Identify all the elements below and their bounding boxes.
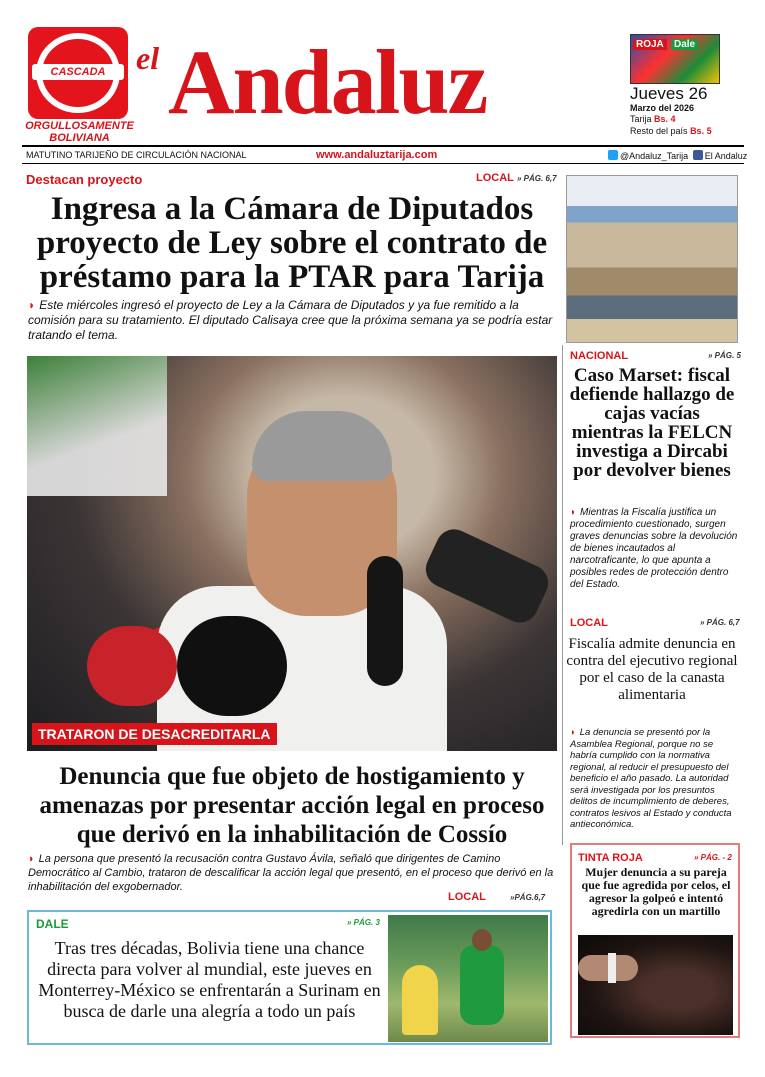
logo-text: CASCADA	[32, 64, 124, 80]
bullet-icon: ◗	[570, 727, 576, 738]
main-story-headline[interactable]: Denuncia que fue objeto de hostigamiento y amenazas por presentar acción legal en proceso que derivó en la inhabilitación de Cossío	[39, 763, 545, 848]
nacional-headline[interactable]: Caso Marset: fiscal defiende hallazgo de cajas vacías mientras la FELCN investiga a Dircabi por devolver bienes	[569, 365, 735, 481]
top-story-headline[interactable]: Ingresa a la Cámara de Diputados proyecto de Ley sobre el contrato de préstamo para la PTAR para Tarija	[36, 191, 548, 295]
circulation-line: MATUTINO TARIJEÑO DE CIRCULACIÓN NACIONAL	[26, 150, 247, 160]
brand-name: Andaluz	[168, 31, 487, 133]
local-section: LOCAL	[570, 617, 608, 629]
brand-prefix: el	[136, 40, 160, 76]
social-links	[608, 150, 747, 161]
local-page-ref: » PÁG. 6,7	[700, 618, 740, 627]
dale-kicker: DALE	[36, 917, 69, 931]
column-divider	[562, 345, 563, 845]
price-rest-value: Bs. 5	[690, 126, 712, 136]
logo-tagline: ORGULLOSAMENTE BOLIVIANA	[25, 120, 134, 144]
dale-headline[interactable]: Tras tres décadas, Bolivia tiene una chance directa para volver al mundial, este jueves en Monterrey-México se enfrentarán a Surinam en busca de darle una alegría a todo un país	[38, 938, 381, 1021]
bullet-icon: ◗	[28, 298, 36, 312]
price-local-value: Bs. 4	[654, 114, 676, 124]
tinta-roja-headline[interactable]: Mujer denuncia a su pareja que fue agredida por celos, el agresor la golpeó e intentó agredirla con un martillo	[581, 865, 731, 918]
top-story-deck	[28, 298, 558, 343]
bullet-icon: ◗	[28, 853, 35, 865]
football-player-photo	[388, 915, 548, 1042]
top-story-kicker: Destacan proyecto	[26, 172, 143, 187]
facebook-handle[interactable]: El Andaluz	[704, 151, 748, 161]
cascada-logo	[28, 27, 128, 119]
price-rest-label: Resto del país	[630, 126, 688, 136]
nacional-deck-text: Mientras la Fiscalía justifica un procedimiento cuestionado, surgen graves denuncias sobre la devolución de bienes incautados al narcotraficante, lo que apunta a posibles redes de protección dentro del Estado.	[570, 507, 738, 590]
issue-month: Marzo del 2026	[630, 103, 695, 113]
website-link[interactable]: www.andaluztarija.com	[316, 149, 438, 161]
ptar-plant-photo	[566, 175, 738, 343]
nacional-page-ref: » PÁG. 5	[708, 351, 741, 360]
main-story-deck	[28, 852, 558, 894]
main-story-page-ref: »PÁG.6,7	[510, 893, 546, 902]
dale-page-ref: » PÁG. 3	[347, 918, 380, 927]
local-deck	[570, 727, 740, 831]
top-story-page-ref: » PÁG. 6,7	[517, 174, 557, 183]
twitter-icon	[608, 150, 618, 160]
price-local	[630, 114, 676, 124]
top-story-section: LOCAL	[476, 172, 514, 184]
masthead-rule-bottom	[22, 163, 744, 164]
main-story-deck-text: La persona que presentó la recusación contra Gustavo Ávila, señaló que dirigentes de Camino Democrático al Cambio, trataron de descalificar la acción legal que presentó, en el proceso que derivó en la inhabilitación del exgobernador.	[28, 853, 554, 893]
facebook-icon	[693, 150, 703, 160]
thumb-label-dale: Dale	[671, 39, 698, 50]
bullet-icon: ◗	[570, 507, 577, 518]
top-story-deck-text: Este miércoles ingresó el proyecto de Ley a la Cámara de Diputados y ya fue remitido a la comisión para su tratamiento. El diputado Calisaya cree que la próxima semana ya se podría estar tratando el tema.	[28, 298, 553, 342]
twitter-handle[interactable]: @Andaluz_Tarija	[620, 151, 689, 161]
masthead-rule-top	[22, 145, 744, 147]
price-local-label: Tarija	[630, 114, 652, 124]
thumb-label-roja: ROJA	[633, 39, 667, 50]
tinta-roja-photo	[578, 935, 733, 1035]
local-deck-text: La denuncia se presentó por la Asamblea Regional, porque no se habría cumplido con la normativa regional, al reducir el presupuesto del beneficio el año pasado. La autoridad será investigada por los presuntos delitos de incumplimiento de deberes, contratos lesivos al Estado y conducta antieconómica.	[570, 727, 732, 830]
main-story-photo	[27, 356, 557, 751]
edition-thumbnail[interactable]	[630, 34, 720, 84]
main-story-section: LOCAL	[448, 891, 486, 903]
main-photo-tag: TRATARON DE DESACREDITARLA	[32, 723, 277, 745]
tinta-roja-page-ref: » PÁG. - 2	[694, 853, 732, 862]
issue-day: Jueves 26	[630, 84, 708, 103]
local-headline[interactable]: Fiscalía admite denuncia en contra del ejecutivo regional por el caso de la canasta alimentaria	[566, 636, 738, 703]
tinta-roja-section: TINTA ROJA	[578, 852, 643, 864]
price-rest	[630, 126, 712, 136]
nacional-deck	[570, 507, 740, 591]
nacional-section: NACIONAL	[570, 350, 629, 362]
